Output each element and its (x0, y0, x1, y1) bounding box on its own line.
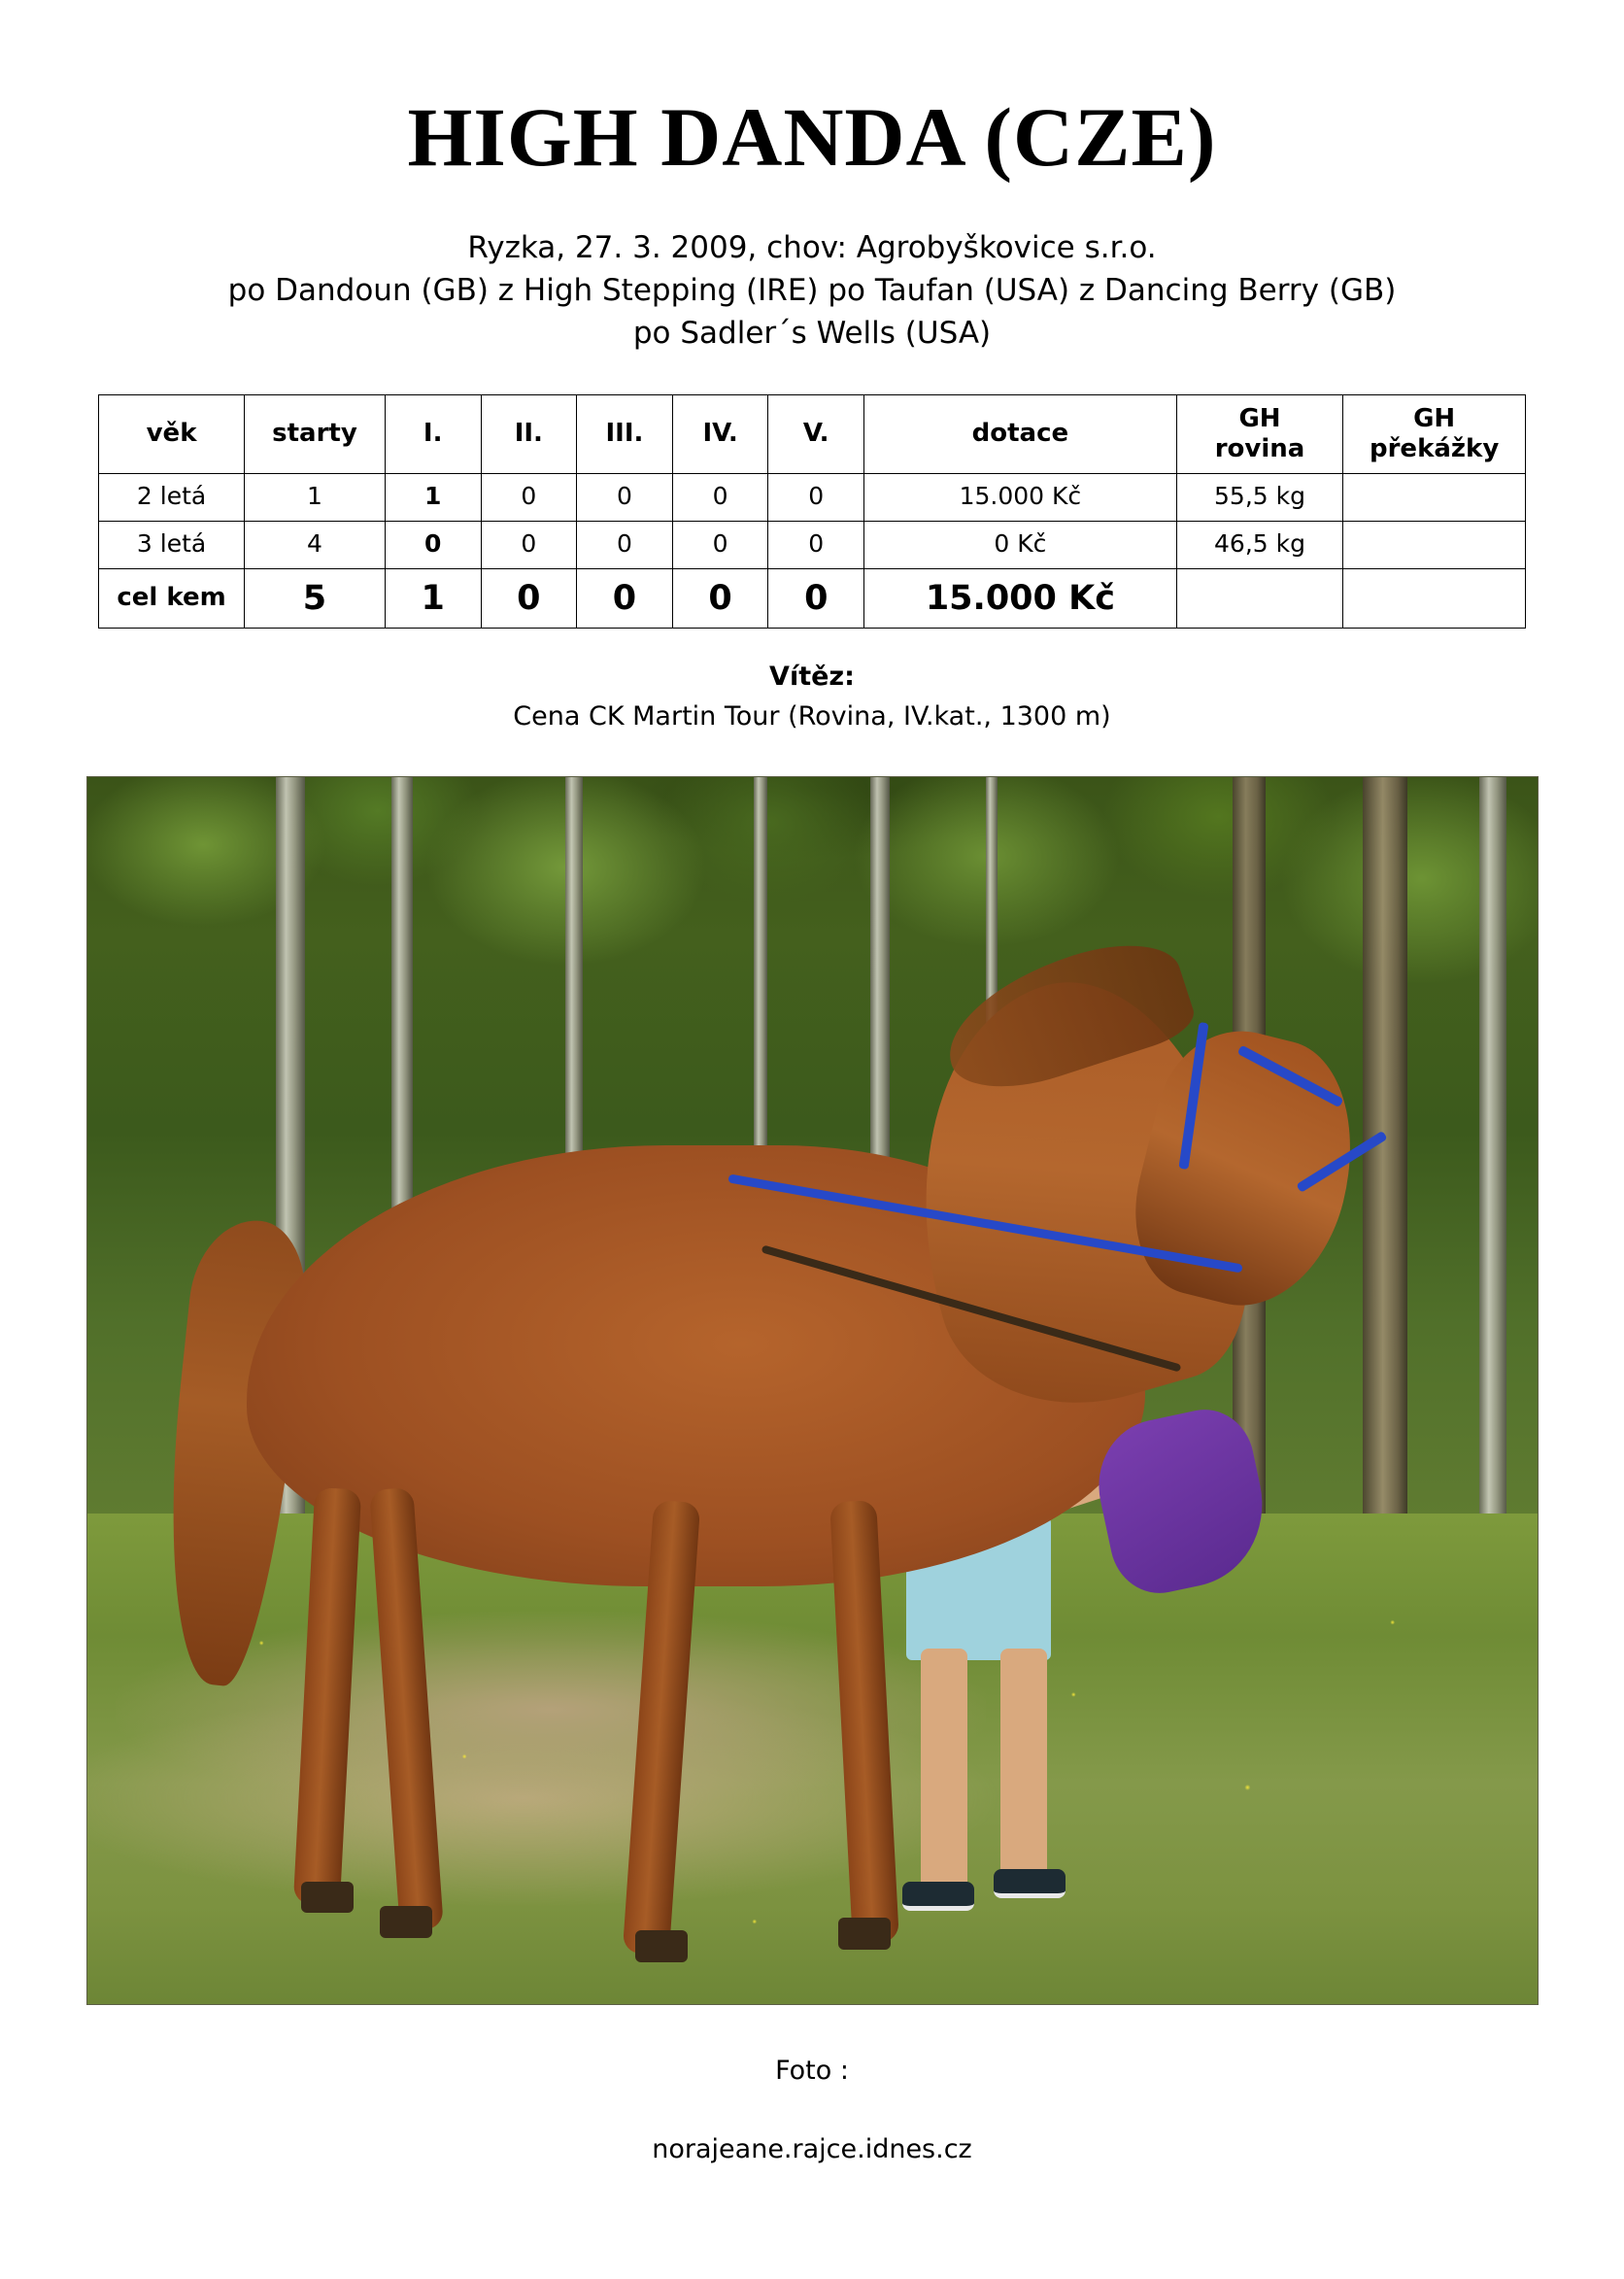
cell-total-label: cel kem (99, 568, 245, 628)
cell-place-5: 0 (768, 473, 864, 521)
handler-leg (921, 1649, 967, 1894)
table-row (99, 521, 1526, 568)
column-header-prize: dotace (864, 394, 1177, 473)
cell-place-2: 0 (481, 521, 577, 568)
cell-place-1: 0 (385, 521, 481, 568)
cell-place-4: 0 (672, 521, 768, 568)
cell-gh-flat: 55,5 kg (1176, 473, 1343, 521)
cell-place-3: 0 (577, 521, 673, 568)
horse-hoof (301, 1882, 354, 1914)
page-title: HIGH DANDA (CZE) (407, 90, 1217, 184)
pedigree-block (0, 227, 1624, 356)
winner-label: Vítěz: (769, 661, 855, 692)
cell-total-starts: 5 (245, 568, 386, 628)
column-header-place-3: III. (577, 394, 673, 473)
handler-shoe (902, 1882, 975, 1911)
column-header-starts: starty (245, 394, 386, 473)
horse-photo (86, 776, 1539, 2005)
winner-race: Cena CK Martin Tour (Rovina, IV.kat., 1300 m) (513, 700, 1111, 731)
handler-shoe (994, 1869, 1066, 1898)
table-header-row (99, 394, 1526, 473)
cell-gh-jumps (1343, 521, 1526, 568)
table-row (99, 473, 1526, 521)
cell-age: 3 letá (99, 521, 245, 568)
cell-total-place-4: 0 (672, 568, 768, 628)
cell-gh-jumps (1343, 473, 1526, 521)
cell-place-3: 0 (577, 473, 673, 521)
gh-jumps-line-1: GH (1413, 403, 1456, 433)
column-header-place-2: II. (481, 394, 577, 473)
cell-place-4: 0 (672, 473, 768, 521)
horse-hoof (380, 1906, 432, 1938)
cell-total-gh-jumps (1343, 568, 1526, 628)
race-stats-table (98, 394, 1526, 629)
photo-caption-label: Foto : (775, 2055, 849, 2086)
cell-total-place-2: 0 (481, 568, 577, 628)
cell-place-2: 0 (481, 473, 577, 521)
cell-starts: 1 (245, 473, 386, 521)
gh-flat-line-2: rovina (1214, 433, 1305, 463)
horse-hoof (838, 1918, 891, 1950)
cell-total-prize: 15.000 Kč (864, 568, 1177, 628)
cell-place-5: 0 (768, 521, 864, 568)
horse-hoof (635, 1930, 688, 1962)
cell-place-1: 1 (385, 473, 481, 521)
column-header-age: věk (99, 394, 245, 473)
column-header-place-4: IV. (672, 394, 768, 473)
column-header-gh-jumps (1343, 394, 1526, 473)
cell-age: 2 letá (99, 473, 245, 521)
cell-prize: 15.000 Kč (864, 473, 1177, 521)
cell-total-place-5: 0 (768, 568, 864, 628)
photo-credit: norajeane.rajce.idnes.cz (652, 2133, 972, 2164)
table-total-row (99, 568, 1526, 628)
column-header-place-1: I. (385, 394, 481, 473)
column-header-gh-flat (1176, 394, 1343, 473)
cell-prize: 0 Kč (864, 521, 1177, 568)
cell-total-place-1: 1 (385, 568, 481, 628)
handler-leg (1000, 1649, 1047, 1894)
cell-total-place-3: 0 (577, 568, 673, 628)
cell-starts: 4 (245, 521, 386, 568)
column-header-place-5: V. (768, 394, 864, 473)
gh-flat-line-1: GH (1238, 403, 1281, 433)
breeding-line-1: Ryzka, 27. 3. 2009, chov: Agrobyškovice s.r.o. (467, 230, 1157, 266)
stats-table-container (98, 394, 1526, 629)
gh-jumps-line-2: překážky (1370, 433, 1500, 463)
cell-gh-flat: 46,5 kg (1176, 521, 1343, 568)
cell-total-gh-flat (1176, 568, 1343, 628)
breeding-line-3: po Sadler´s Wells (USA) (632, 315, 992, 351)
breeding-line-2: po Dandoun (GB) z High Stepping (IRE) po Taufan (USA) z Dancing Berry (GB) (227, 273, 1397, 309)
